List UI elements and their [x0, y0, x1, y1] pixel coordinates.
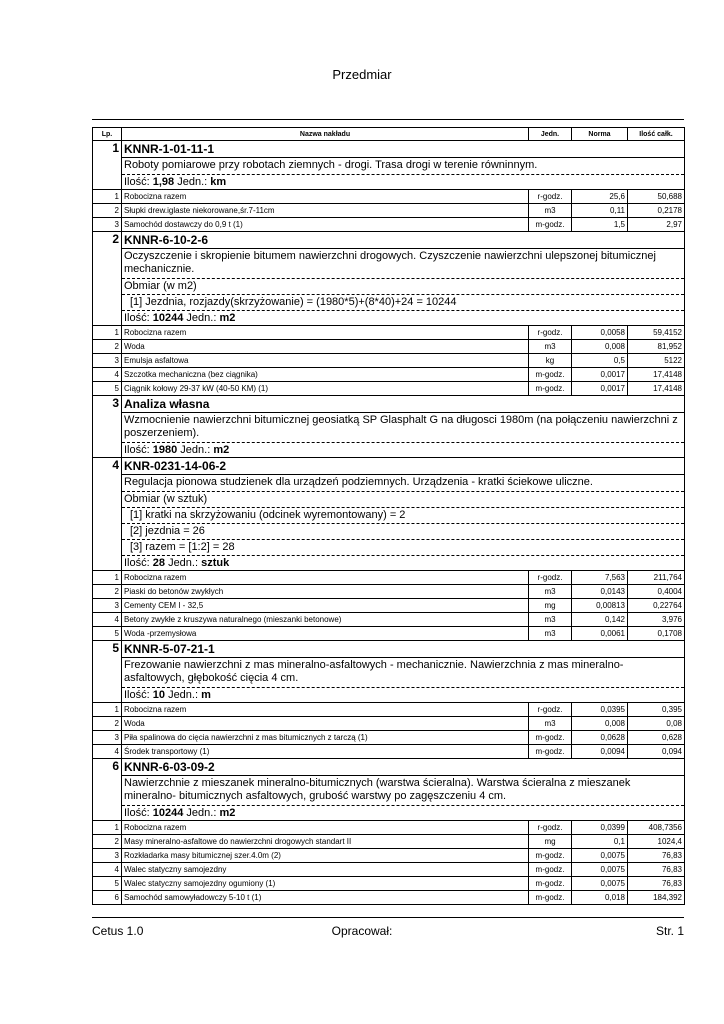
resource-unit: r-godz. [529, 190, 572, 204]
resource-name: Piła spalinowa do cięcia nawierzchni z mas bitumicznych z tarczą (1) [122, 731, 529, 745]
resource-row [93, 190, 685, 204]
unit-value: sztuk [201, 557, 230, 569]
resource-name: Słupki drew.iglaste niekorowane,śr.7-11cm [122, 204, 529, 218]
resource-unit: m3 [529, 717, 572, 731]
resource-norma: 25,6 [572, 190, 628, 204]
resource-name: Walec statyczny samojezdny [122, 863, 529, 877]
resource-lp: 5 [93, 627, 122, 641]
resource-name: Cementy CEM I - 32,5 [122, 599, 529, 613]
resource-lp: 1 [93, 703, 122, 717]
resource-name: Emulsja asfaltowa [122, 354, 529, 368]
position-quantity [122, 805, 684, 820]
resource-ilosc: 184,392 [628, 891, 685, 905]
resource-row [93, 863, 685, 877]
obmiar-line: [1] kratki na skrzyżowaniu (odcinek wyremontowany) = 2 [122, 507, 684, 523]
unit-label: Jedn.: [168, 689, 199, 701]
resource-lp: 3 [93, 731, 122, 745]
resource-ilosc: 3,976 [628, 613, 685, 627]
resource-name: Betony zwykłe z kruszywa naturalnego (mieszanki betonowe) [122, 613, 529, 627]
resource-ilosc: 76,83 [628, 877, 685, 891]
resource-ilosc: 17,4148 [628, 368, 685, 382]
qty-label: Ilość: [124, 444, 150, 456]
resource-ilosc: 5122 [628, 354, 685, 368]
resource-lp: 2 [93, 204, 122, 218]
resource-unit: m-godz. [529, 745, 572, 759]
resource-lp: 2 [93, 717, 122, 731]
footer-divider [92, 917, 684, 918]
footer-page-number: Str. 1 [655, 924, 684, 938]
resource-name: Robocizna razem [122, 703, 529, 717]
resource-lp: 2 [93, 835, 122, 849]
resource-norma: 0,0399 [572, 821, 628, 835]
resource-lp: 6 [93, 891, 122, 905]
resource-name: Robocizna razem [122, 571, 529, 585]
resource-norma: 0,5 [572, 354, 628, 368]
resource-unit: r-godz. [529, 703, 572, 717]
obmiar-line: Obmiar (w sztuk) [122, 491, 684, 507]
resource-lp: 1 [93, 190, 122, 204]
qty-label: Ilość: [124, 689, 150, 701]
unit-label: Jedn.: [168, 557, 199, 569]
position-body [122, 396, 685, 458]
resource-unit: kg [529, 354, 572, 368]
position-code: KNNR-1-01-11-1 [124, 142, 215, 156]
resource-ilosc: 0,08 [628, 717, 685, 731]
position-row [93, 232, 685, 326]
position-description: Frezowanie nawierzchni z mas mineralno-asfaltowych - mechanicznie. Nawierzchnia z mas mineralno-asfaltowych, głębokość cięcia 4 cm. [122, 657, 684, 687]
resource-row [93, 877, 685, 891]
header-ilosc: Ilość całk. [628, 128, 685, 141]
resource-row [93, 703, 685, 717]
resource-unit: m-godz. [529, 849, 572, 863]
position-quantity [122, 555, 684, 570]
resource-unit: m-godz. [529, 382, 572, 396]
obmiar-line: [3] razem = [1:2] = 28 [122, 539, 684, 555]
position-row [93, 396, 685, 458]
position-code: KNR-0231-14-06-2 [124, 459, 227, 473]
resource-row [93, 745, 685, 759]
resource-norma: 0,11 [572, 204, 628, 218]
position-number: 2 [93, 232, 122, 326]
resource-lp: 3 [93, 218, 122, 232]
resource-lp: 5 [93, 877, 122, 891]
resource-lp: 2 [93, 340, 122, 354]
position-quantity [122, 442, 684, 457]
przedmiar-table [92, 127, 685, 905]
resource-row [93, 613, 685, 627]
resource-ilosc: 76,83 [628, 849, 685, 863]
qty-label: Ilość: [124, 557, 150, 569]
resource-ilosc: 0,4004 [628, 585, 685, 599]
header-lp: Lp. [93, 128, 122, 141]
resource-row [93, 599, 685, 613]
resource-lp: 4 [93, 368, 122, 382]
resource-name: Piaski do betonów zwykłych [122, 585, 529, 599]
resource-row [93, 891, 685, 905]
table-body [93, 141, 685, 905]
header-jedn: Jedn. [529, 128, 572, 141]
resource-name: Rozkładarka masy bitumicznej szer.4.0m (2) [122, 849, 529, 863]
position-description: Oczyszczenie i skropienie bitumem nawierzchni drogowych. Czyszczenie nawierzchni ulepszonej bitumicznej mechanicznie. [122, 248, 684, 278]
position-row [93, 759, 685, 821]
resource-name: Ciągnik kołowy 29-37 kW (40-50 KM) (1) [122, 382, 529, 396]
obmiar-line: [1] Jezdnia, rozjazdy(skrzyżowanie) = (1980*5)+(8*40)+24 = 10244 [122, 294, 684, 310]
resource-row [93, 326, 685, 340]
header-norma: Norma [572, 128, 628, 141]
resource-norma: 1,5 [572, 218, 628, 232]
resource-unit: mg [529, 835, 572, 849]
position-description: Roboty pomiarowe przy robotach ziemnych - drogi. Trasa drogi w terenie równinnym. [122, 157, 684, 174]
resource-ilosc: 0,094 [628, 745, 685, 759]
position-code: KNNR-6-10-2-6 [124, 233, 209, 247]
resource-row [93, 821, 685, 835]
position-row [93, 458, 685, 571]
resource-norma: 0,0075 [572, 877, 628, 891]
resource-name: Samochód dostawczy do 0,9 t (1) [122, 218, 529, 232]
resource-norma: 0,0143 [572, 585, 628, 599]
resource-name: Szczotka mechaniczna (bez ciągnika) [122, 368, 529, 382]
resource-row [93, 340, 685, 354]
resource-lp: 1 [93, 571, 122, 585]
resource-unit: r-godz. [529, 821, 572, 835]
position-quantity [122, 310, 684, 325]
resource-unit: m-godz. [529, 731, 572, 745]
position-number: 5 [93, 641, 122, 703]
resource-unit: r-godz. [529, 326, 572, 340]
resource-unit: m3 [529, 340, 572, 354]
resource-ilosc: 1024,4 [628, 835, 685, 849]
position-body [122, 232, 685, 326]
qty-value: 1980 [152, 444, 178, 456]
unit-value: km [210, 176, 227, 188]
resource-norma: 0,0395 [572, 703, 628, 717]
unit-label: Jedn.: [180, 444, 211, 456]
resource-name: Walec statyczny samojezdny ogumiony (1) [122, 877, 529, 891]
resource-row [93, 849, 685, 863]
resource-ilosc: 0,2178 [628, 204, 685, 218]
resource-name: Masy mineralno-asfaltowe do nawierzchni drogowych standart II [122, 835, 529, 849]
qty-label: Ilość: [124, 312, 150, 324]
resource-name: Woda [122, 340, 529, 354]
qty-label: Ilość: [124, 176, 150, 188]
position-body [122, 759, 685, 821]
position-description: Nawierzchnie z mieszanek mineralno-bitumicznych (warstwa ścieralna). Warstwa ścieralna z mieszanek mineralno- bitumicznych asfaltowych, grubość warstwy po zagęszczeniu 4 cm. [122, 775, 684, 805]
position-description: Regulacja pionowa studzienek dla urządzeń podziemnych. Urządzenia - kratki ściekowe uliczne. [122, 474, 684, 491]
position-code: Analiza własna [124, 397, 210, 411]
obmiar-line: [2] jezdnia = 26 [122, 523, 684, 539]
resource-lp: 1 [93, 326, 122, 340]
header-name: Nazwa nakładu [122, 128, 529, 141]
resource-row [93, 204, 685, 218]
qty-value: 10 [152, 689, 165, 701]
unit-label: Jedn.: [186, 807, 217, 819]
qty-value: 28 [152, 557, 165, 569]
resource-row [93, 627, 685, 641]
resource-row [93, 835, 685, 849]
resource-ilosc: 59,4152 [628, 326, 685, 340]
table-header-row [93, 128, 685, 141]
resource-norma: 0,008 [572, 717, 628, 731]
unit-label: Jedn.: [177, 176, 208, 188]
resource-lp: 3 [93, 849, 122, 863]
resource-row [93, 354, 685, 368]
unit-value: m2 [219, 807, 236, 819]
resource-unit: m3 [529, 613, 572, 627]
resource-unit: m3 [529, 627, 572, 641]
qty-value: 10244 [152, 807, 184, 819]
resource-lp: 4 [93, 613, 122, 627]
resource-norma: 0,00813 [572, 599, 628, 613]
resource-row [93, 585, 685, 599]
resource-name: Środek transportowy (1) [122, 745, 529, 759]
resource-norma: 0,018 [572, 891, 628, 905]
resource-norma: 0,142 [572, 613, 628, 627]
resource-name: Woda -przemysłowa [122, 627, 529, 641]
unit-value: m2 [219, 312, 236, 324]
resource-norma: 0,0058 [572, 326, 628, 340]
resource-name: Woda [122, 717, 529, 731]
obmiar-line: Obmiar (w m2) [122, 278, 684, 294]
header-divider [92, 119, 684, 120]
resource-ilosc: 2,97 [628, 218, 685, 232]
resource-norma: 0,0061 [572, 627, 628, 641]
resource-unit: mg [529, 599, 572, 613]
resource-lp: 4 [93, 745, 122, 759]
resource-lp: 3 [93, 354, 122, 368]
position-code: KNNR-6-03-09-2 [124, 760, 215, 774]
position-quantity [122, 687, 684, 702]
unit-value: m [201, 689, 211, 701]
footer-author-label: Opracował: [331, 924, 393, 938]
resource-unit: r-godz. [529, 571, 572, 585]
resource-unit: m-godz. [529, 218, 572, 232]
resource-unit: m3 [529, 585, 572, 599]
position-number: 1 [93, 141, 122, 190]
resource-ilosc: 76,83 [628, 863, 685, 877]
resource-lp: 5 [93, 382, 122, 396]
resource-lp: 1 [93, 821, 122, 835]
resource-norma: 0,0628 [572, 731, 628, 745]
resource-ilosc: 0,1708 [628, 627, 685, 641]
qty-value: 10244 [152, 312, 184, 324]
resource-lp: 4 [93, 863, 122, 877]
position-body [122, 141, 685, 190]
resource-unit: m3 [529, 204, 572, 218]
resource-norma: 0,008 [572, 340, 628, 354]
resource-row [93, 717, 685, 731]
position-description: Wzmocnienie nawierzchni bitumicznej geosiatką SP Glasphalt G na długosci 1980m (na połączeniu nawierzchni z poszerzeniem). [122, 412, 684, 442]
resource-ilosc: 50,688 [628, 190, 685, 204]
position-row [93, 141, 685, 190]
unit-value: m2 [213, 444, 230, 456]
resource-lp: 3 [93, 599, 122, 613]
resource-unit: m-godz. [529, 877, 572, 891]
qty-label: Ilość: [124, 807, 150, 819]
resource-norma: 0,0017 [572, 368, 628, 382]
resource-norma: 0,0075 [572, 849, 628, 863]
position-number: 4 [93, 458, 122, 571]
page-title: Przedmiar [332, 67, 392, 82]
resource-unit: m-godz. [529, 863, 572, 877]
resource-name: Robocizna razem [122, 326, 529, 340]
resource-name: Samochód samowyładowczy 5-10 t (1) [122, 891, 529, 905]
resource-ilosc: 211,764 [628, 571, 685, 585]
resource-row [93, 731, 685, 745]
position-code: KNNR-5-07-21-1 [124, 642, 215, 656]
position-row [93, 641, 685, 703]
position-body [122, 641, 685, 703]
resource-ilosc: 0,22764 [628, 599, 685, 613]
resource-unit: m-godz. [529, 368, 572, 382]
resource-norma: 0,0017 [572, 382, 628, 396]
resource-row [93, 368, 685, 382]
resource-unit: m-godz. [529, 891, 572, 905]
resource-name: Robocizna razem [122, 190, 529, 204]
resource-row [93, 382, 685, 396]
resource-ilosc: 81,952 [628, 340, 685, 354]
position-number: 6 [93, 759, 122, 821]
qty-value: 1,98 [152, 176, 175, 188]
resource-norma: 7,563 [572, 571, 628, 585]
resource-ilosc: 408,7356 [628, 821, 685, 835]
resource-lp: 2 [93, 585, 122, 599]
resource-row [93, 218, 685, 232]
resource-row [93, 571, 685, 585]
position-number: 3 [93, 396, 122, 458]
position-body [122, 458, 685, 571]
resource-ilosc: 0,395 [628, 703, 685, 717]
resource-ilosc: 17,4148 [628, 382, 685, 396]
resource-norma: 0,0075 [572, 863, 628, 877]
footer-software: Cetus 1.0 [92, 924, 144, 938]
resource-name: Robocizna razem [122, 821, 529, 835]
resource-norma: 0,0094 [572, 745, 628, 759]
resource-ilosc: 0,628 [628, 731, 685, 745]
unit-label: Jedn.: [186, 312, 217, 324]
position-quantity [122, 174, 684, 189]
resource-norma: 0,1 [572, 835, 628, 849]
